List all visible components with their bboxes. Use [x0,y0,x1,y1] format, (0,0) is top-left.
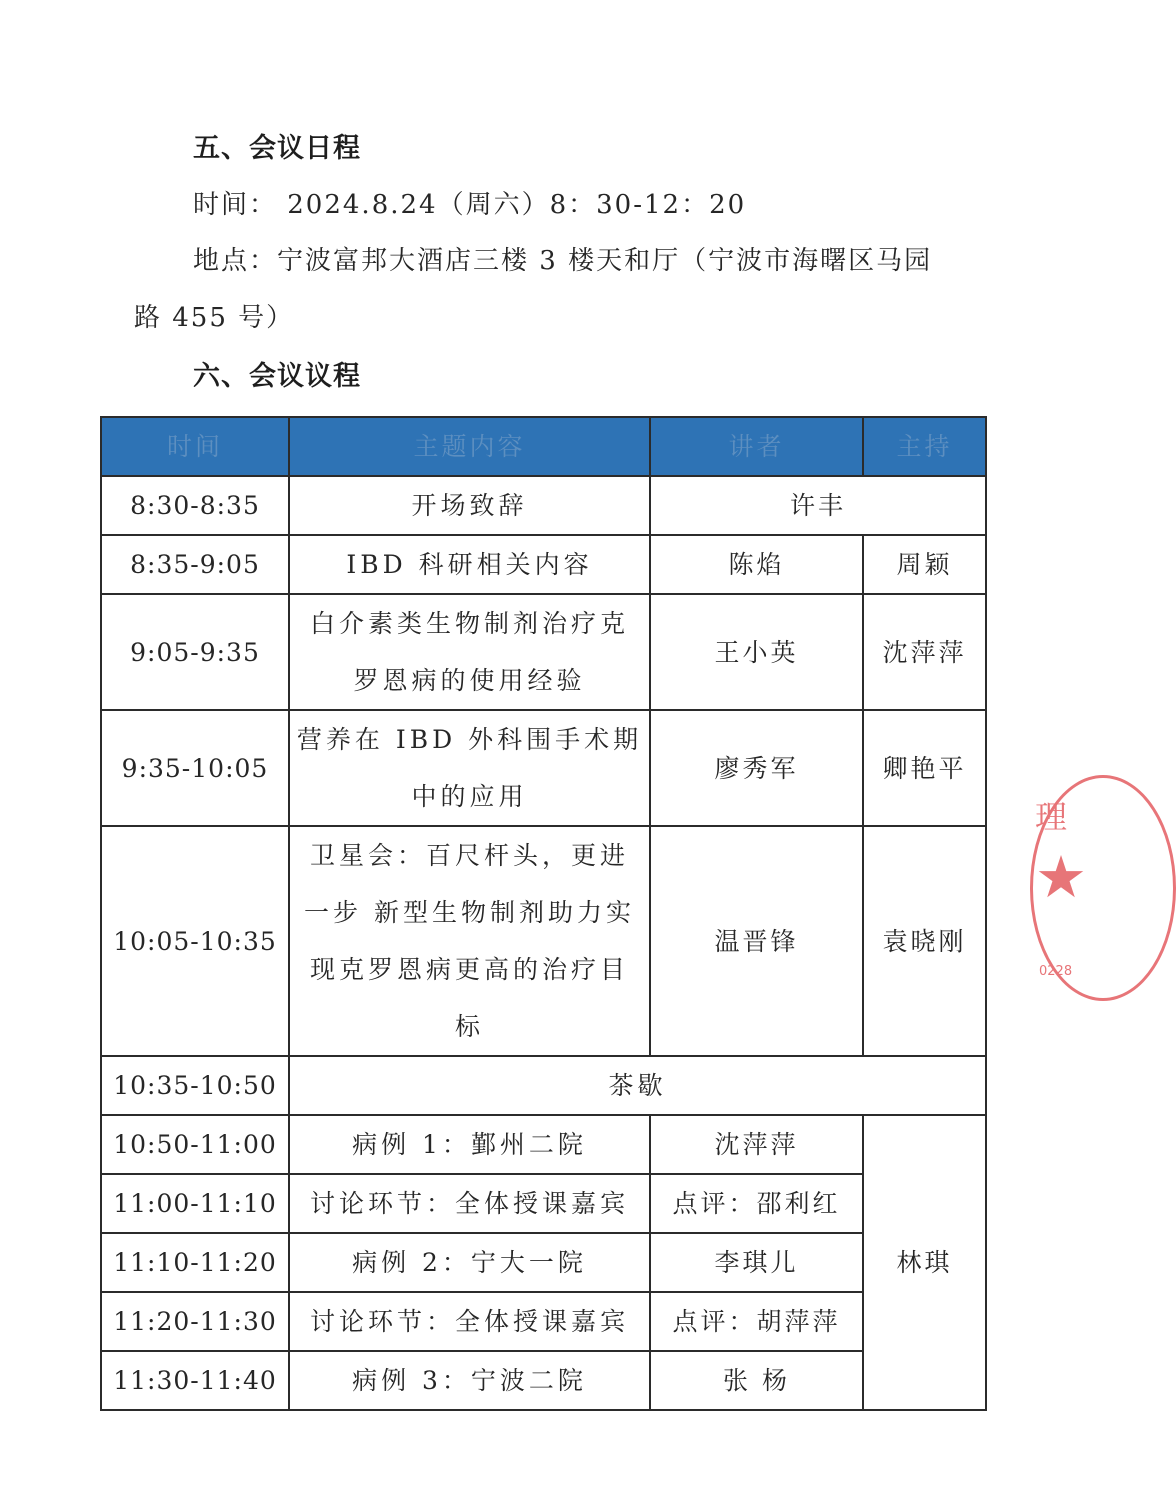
row-time: 9:05-9:35 [101,594,289,710]
row-time: 8:30-8:35 [101,476,289,535]
row-topic: 讨论环节：全体授课嘉宾 [289,1292,650,1351]
row-topic: 卫星会：百尺杆头，更进一步 新型生物制剂助力实现克罗恩病更高的治疗目标 [289,826,650,1056]
row-speaker: 点评：邵利红 [650,1174,863,1233]
table-row [101,1292,986,1351]
row-host: 周颖 [863,535,986,594]
meeting-location-line1: 地点：宁波富邦大酒店三楼 3 楼天和厅（宁波市海曙区马园 [193,246,933,276]
row-host: 袁晓刚 [863,826,986,1056]
row-time: 11:30-11:40 [101,1351,289,1410]
stamp-number: 0228 [1039,964,1073,979]
table-row [101,1115,986,1174]
section-6-heading: 六、会议议程 [193,361,361,392]
row-speaker: 点评：胡萍萍 [650,1292,863,1351]
meeting-time: 时间： 2024.8.24（周六）8：30-12：20 [193,190,747,220]
star-icon: ★ [1035,843,1087,911]
row-topic: IBD 科研相关内容 [289,535,650,594]
row-speaker: 廖秀军 [650,710,863,826]
meeting-location-line2: 路 455 号） [134,303,295,333]
section-5-heading: 五、会议日程 [193,133,361,164]
row-speaker: 许丰 [650,476,986,535]
agenda-table [100,416,987,1411]
table-row [101,535,986,594]
stamp-character: 理 [1035,798,1068,836]
row-speaker: 沈萍萍 [650,1115,863,1174]
table-row [101,826,986,1056]
row-time: 9:35-10:05 [101,710,289,826]
row-speaker: 李琪儿 [650,1233,863,1292]
table-row [101,1174,986,1233]
table-row [101,1233,986,1292]
table-row [101,1351,986,1410]
row-topic: 茶歇 [289,1056,986,1115]
row-time: 8:35-9:05 [101,535,289,594]
row-topic: 开场致辞 [289,476,650,535]
row-topic: 病例 2：宁大一院 [289,1233,650,1292]
row-topic: 讨论环节：全体授课嘉宾 [289,1174,650,1233]
row-time: 10:05-10:35 [101,826,289,1056]
row-topic: 病例 1：鄞州二院 [289,1115,650,1174]
row-topic: 营养在 IBD 外科围手术期中的应用 [289,710,650,826]
row-host: 林琪 [863,1115,986,1410]
row-time: 11:20-11:30 [101,1292,289,1351]
row-time: 11:00-11:10 [101,1174,289,1233]
row-host: 沈萍萍 [863,594,986,710]
table-header-row [101,417,986,476]
header-host: 主持 [863,417,986,476]
row-speaker: 张 杨 [650,1351,863,1410]
row-host: 卿艳平 [863,710,986,826]
row-speaker: 王小英 [650,594,863,710]
row-topic: 病例 3：宁波二院 [289,1351,650,1410]
table-row [101,594,986,710]
header-topic: 主题内容 [289,417,650,476]
row-time: 10:35-10:50 [101,1056,289,1115]
row-topic: 白介素类生物制剂治疗克罗恩病的使用经验 [289,594,650,710]
row-speaker: 陈焰 [650,535,863,594]
row-speaker: 温晋锋 [650,826,863,1056]
header-speaker: 讲者 [650,417,863,476]
official-seal-stamp [1030,775,1176,1001]
row-time: 11:10-11:20 [101,1233,289,1292]
header-time: 时间 [101,417,289,476]
table-row [101,710,986,826]
table-row [101,1056,986,1115]
table-row [101,476,986,535]
row-time: 10:50-11:00 [101,1115,289,1174]
